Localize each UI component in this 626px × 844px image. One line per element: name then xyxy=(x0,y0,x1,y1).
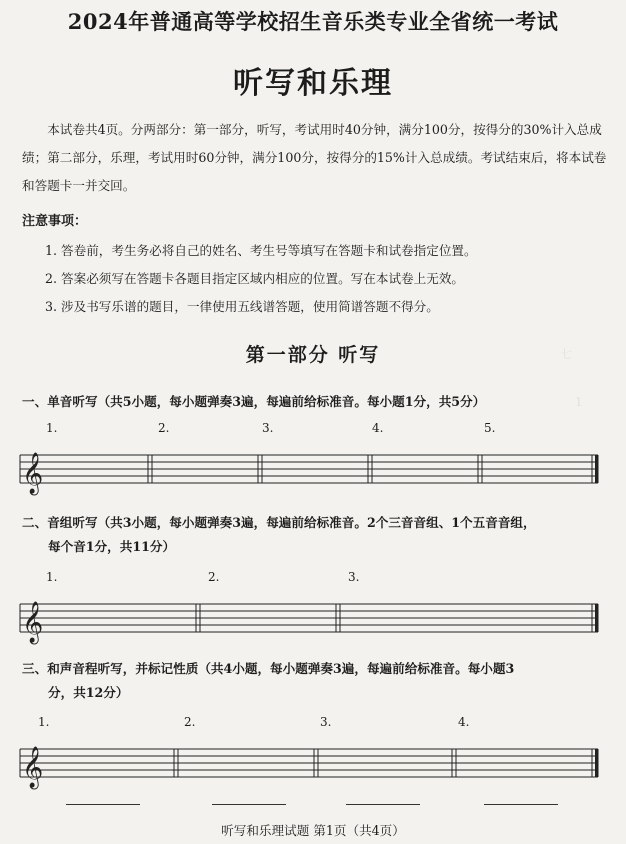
exam-title: 2024年普通高等学校招生音乐类专业全省统一考试 xyxy=(67,9,559,34)
answer-blank[interactable] xyxy=(66,804,140,805)
subject-title: 听写和乐理 xyxy=(233,66,393,101)
section-1-heading xyxy=(22,390,612,414)
answer-blank[interactable] xyxy=(346,804,420,805)
question-number: 1. xyxy=(46,570,58,584)
treble-clef-icon: 𝄞 xyxy=(22,453,44,494)
section-heading-cont: 每个音1分，共11分） xyxy=(48,539,176,554)
staff-section-2[interactable] xyxy=(20,595,600,645)
section-3-heading xyxy=(22,657,612,705)
answer-blank[interactable] xyxy=(484,804,558,805)
question-number: 3. xyxy=(348,570,360,584)
intro-paragraph: 本试卷共4页。分两部分：第一部分，听写，考试用时40分钟，满分100分，按得分的30%计入总成绩；第二部分，乐理，考试用时60分钟，满分100分，按得分的15%计入总成绩。考试结束后，将本试卷和答题卡一并交回。 xyxy=(22,122,607,193)
answer-blank[interactable] xyxy=(212,804,286,805)
part-one-title: 第一部分 听写 xyxy=(245,344,381,366)
notes-heading: 注意事项： xyxy=(22,214,88,229)
section-heading-cont: 分，共12分） xyxy=(48,685,129,700)
question-number: 3. xyxy=(320,715,332,729)
note-item: 1. 答卷前，考生务必将自己的姓名、考生号等填写在答题卡和试卷指定位置。 xyxy=(45,243,477,258)
section-heading-text: 二、音组听写（共3小题，每小题弹奏3遍，每遍前给标准音。2个三音音组、1个五音音组， xyxy=(22,515,536,530)
section-2-heading xyxy=(22,511,612,559)
question-number: 2. xyxy=(184,715,196,729)
question-number: 1. xyxy=(38,715,50,729)
question-number: 5. xyxy=(484,421,496,435)
question-number: 4. xyxy=(458,715,470,729)
note-item: 3. 涉及书写乐谱的题目，一律使用五线谱答题，使用简谱答题不得分。 xyxy=(45,299,439,314)
staff-section-1[interactable] xyxy=(20,446,600,496)
note-item: 2. 答案必须写在答题卡各题目指定区域内相应的位置。写在本试卷上无效。 xyxy=(45,271,465,286)
treble-clef-icon: 𝄞 xyxy=(22,747,44,788)
question-number: 1. xyxy=(46,421,58,435)
treble-clef-icon: 𝄞 xyxy=(22,602,44,643)
section-heading-text: 三、和声音程听写，并标记性质（共4小题，每小题弹奏3遍，每遍前给标准音。每小题3 xyxy=(22,661,515,676)
question-number: 3. xyxy=(262,421,274,435)
question-number: 2. xyxy=(158,421,170,435)
question-number: 4. xyxy=(372,421,384,435)
page-footer: 听写和乐理试题 第1页（共4页） xyxy=(221,823,405,838)
section-heading-text: 一、单音听写（共5小题，每小题弹奏3遍，每遍前给标准音。每小题1分，共5分） xyxy=(22,394,486,409)
question-number: 2. xyxy=(208,570,220,584)
staff-section-3[interactable] xyxy=(20,740,600,790)
